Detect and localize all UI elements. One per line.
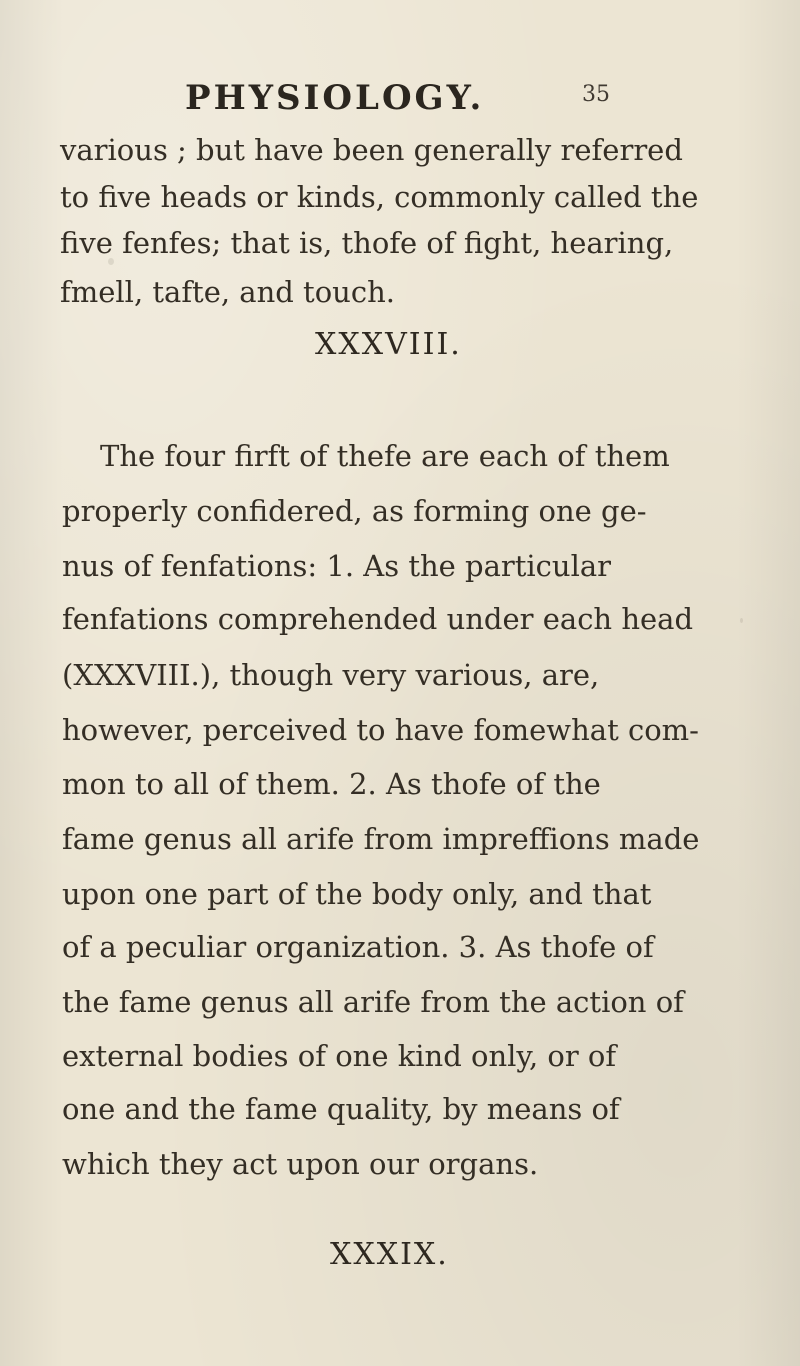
paragraph-line: mon to all of them. 2. As thofe of the: [62, 767, 601, 801]
paragraph-line: properly confidered, as forming one ge-: [62, 494, 647, 528]
paragraph-line: fame genus all arife from impreffions made: [62, 822, 700, 856]
paragraph-line: five fenfes; that is, thofe of fight, hearing,: [60, 226, 674, 260]
paragraph-line: the fame genus all arife from the action of: [62, 985, 684, 1019]
running-title: PHYSIOLOGY.: [185, 78, 485, 118]
paragraph-line: which they act upon our organs.: [62, 1147, 539, 1181]
section-heading: XXXVIII.: [315, 327, 462, 362]
page-number: 35: [582, 82, 610, 107]
paragraph-line: upon one part of the body only, and that: [62, 877, 652, 911]
running-head: [185, 78, 685, 118]
paragraph-line: of a peculiar organization. 3. As thofe of: [62, 930, 654, 964]
paragraph-line: nus of fenfations: 1. As the particular: [62, 549, 612, 583]
paragraph-line: however, perceived to have fomewhat com-: [62, 713, 699, 747]
paragraph-line: various ; but have been generally referred: [60, 133, 683, 167]
paragraph-line: to five heads or kinds, commonly called the: [60, 180, 699, 214]
paragraph-line: The four firft of thefe are each of them: [100, 439, 670, 473]
paragraph-line: one and the fame quality, by means of: [62, 1092, 620, 1126]
paragraph-line: fenfations comprehended under each head: [62, 602, 694, 636]
paragraph-line: fmell, tafte, and touch.: [60, 275, 395, 309]
paragraph-line: (XXXVIII.), though very various, are,: [62, 658, 600, 692]
paragraph-line: external bodies of one kind only, or of: [62, 1039, 617, 1073]
paper-spot: [740, 618, 743, 623]
section-heading: XXXIX.: [330, 1237, 449, 1272]
